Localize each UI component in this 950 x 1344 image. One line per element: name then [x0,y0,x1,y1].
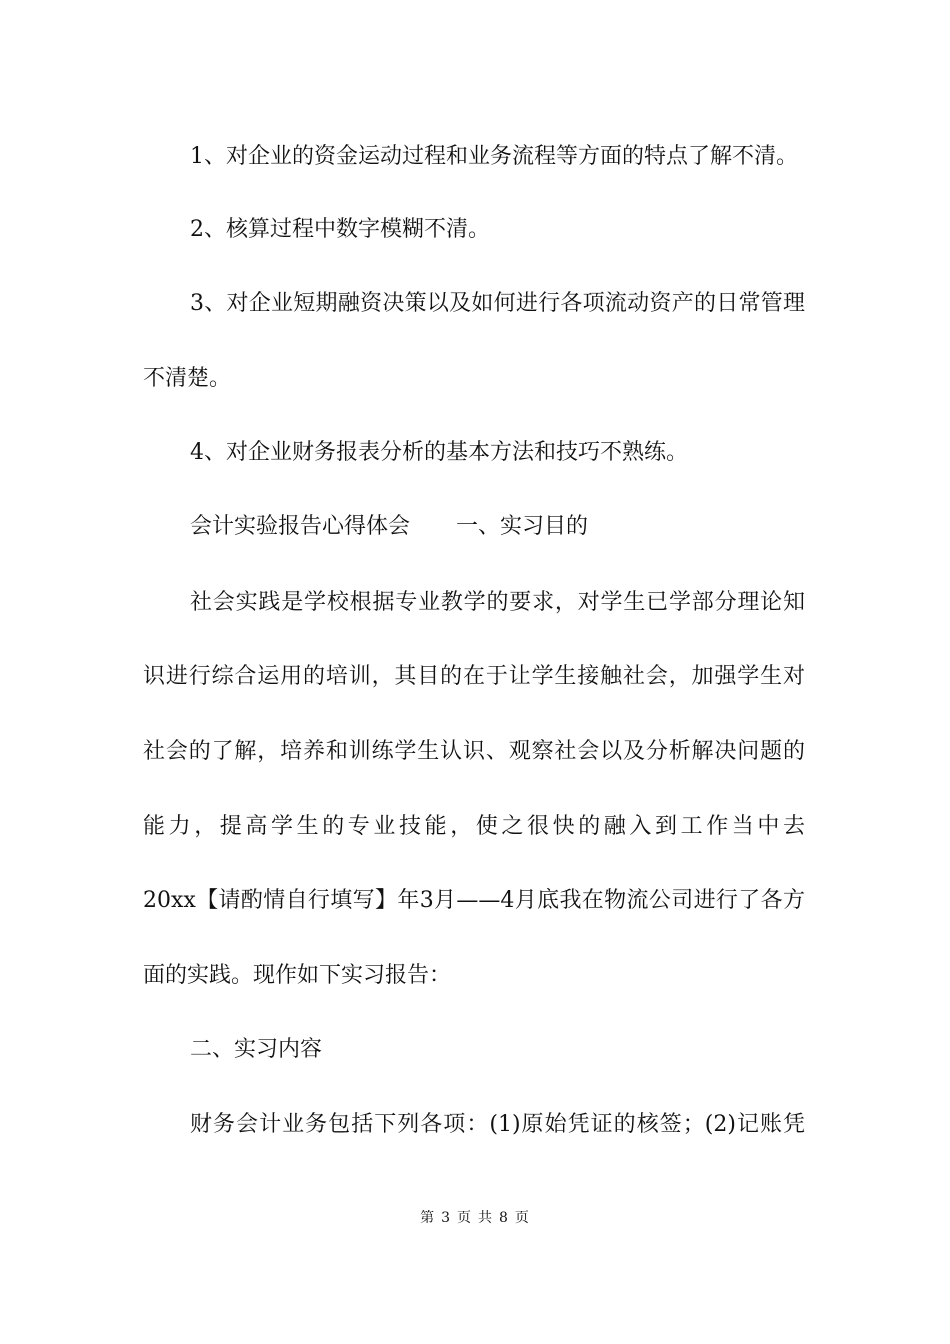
paragraph-line [0,588,805,618]
section-heading-1: 一、实习目的 [456,514,589,539]
text-line-7: 社会实践是学校根据专业教学的要求，对学生已学部分理论知 [190,590,805,615]
paragraph-line [0,142,950,172]
page-footer [0,1208,950,1228]
paragraph-line [0,215,950,245]
text-line-2: 2、核算过程中数字模糊不清。 [190,217,490,242]
text-line-9: 社会的了解，培养和训练学生认识、观察社会以及分析解决问题的 [143,739,805,764]
footer-total-label: 共 [478,1210,493,1226]
text-line-1: 1、对企业的资金运动过程和业务流程等方面的特点了解不清。 [190,144,798,169]
footer-suffix: 页 [514,1210,530,1226]
paragraph-line [0,289,805,319]
footer-prefix: 第 [420,1210,436,1226]
paragraph-line [0,812,805,842]
text-line-14: 财务会计业务包括下列各项：(1)原始凭证的核签；(2)记账凭 [190,1112,805,1137]
paragraph-line [0,886,805,916]
section-heading-2: 二、实习内容 [190,1037,323,1062]
text-line-11: 20xx【请酌情自行填写】年3月——4月底我在物流公司进行了各方 [143,888,805,913]
section-heading-line [0,1035,950,1065]
page-number-total: 8 [499,1210,509,1226]
paragraph-line [0,364,950,394]
text-line-12: 面的实践。现作如下实习报告： [143,963,452,988]
page-number-current: 3 [441,1210,451,1226]
paragraph-line [0,438,950,468]
footer-page-label: 页 [457,1210,472,1226]
paragraph-line [0,662,805,692]
paragraph-line [0,737,805,767]
document-title: 会计实验报告心得体会 [190,514,411,539]
paragraph-line [0,961,950,991]
text-line-5: 4、对企业财务报表分析的基本方法和技巧不熟练。 [190,440,688,465]
paragraph-line [0,1110,805,1140]
section-heading-line [0,512,950,542]
text-line-10: 能力，提高学生的专业技能，使之很快的融入到工作当中去 [143,814,805,839]
text-line-3: 3、对企业短期融资决策以及如何进行各项流动资产的日常管理 [190,291,805,316]
text-line-4: 不清楚。 [143,366,232,391]
text-line-8: 识进行综合运用的培训，其目的在于让学生接触社会，加强学生对 [143,664,805,689]
